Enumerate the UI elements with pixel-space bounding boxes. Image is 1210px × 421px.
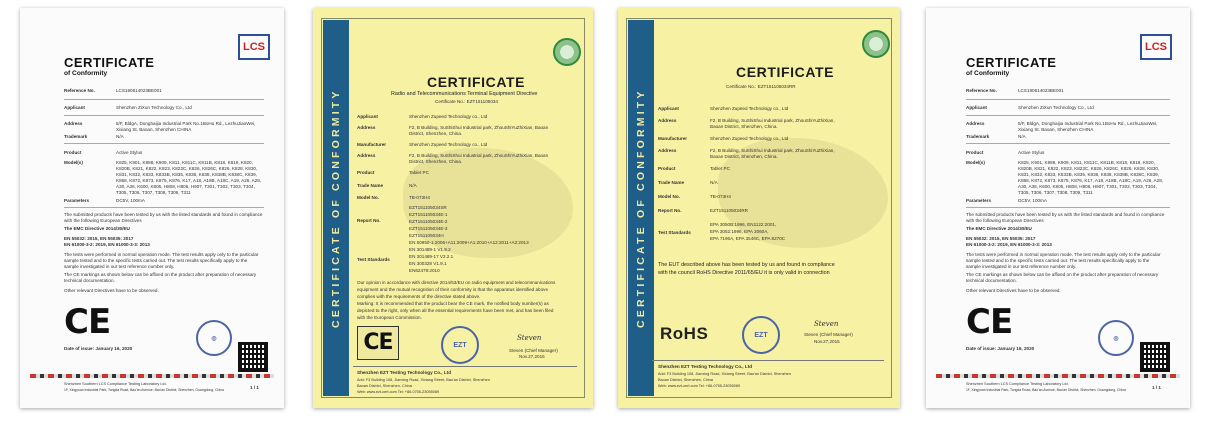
note-line-3: sample investigated in our test reference number only. [966,264,1077,269]
rohs-mark: RoHS [660,324,709,343]
certificate-lcs-2 [926,8,1190,408]
product-value: Active Stylus [1018,150,1045,155]
certificate-lcs-1 [20,8,284,408]
address-label: Address [658,118,677,123]
certificate-subtitle: of Conformity [966,70,1010,77]
address-value-1: F2, B Building, SuShiShui Industrial park, ZhouShiYuZhiXian, [710,118,835,123]
note-line-2: sample tested and to the specific tests carried out. The test results specifically apply to the [966,258,1150,263]
model-value-6: T305, T306, T307, T308, T309, T311 [1018,190,1093,195]
trademark-label: Trademark [64,134,88,139]
address-value-1: 5/F, BldgA, Donghaijia Industrial Park No.1BoHu Rd., LezhuJiaoWei, [116,121,256,126]
body-line-4: Marking: It is recommended that the product bear the CE mark, the notified body number(s) as [357,301,549,306]
qr-code-icon [1140,342,1170,372]
model-value-6: T305, T306, T307, T308, T309, T311 [116,190,191,195]
product-label: Product [64,150,82,155]
manufacturer-address-label: Address [357,153,376,158]
footer-line-3: Baoan District, Shenzhen, China [658,378,713,382]
page-number: 1 / 1 [1152,385,1161,390]
model-value-4: K868, K872, K873, K875, K876, K17, A18, A18B, A18C, A19, A26, A28, [116,178,262,183]
test-3: EPA 7196A, EPA 3546C, EPA 8270C [710,236,786,241]
applicant-value: Shenzhen Zupeed Technology co., Ltd [710,106,789,111]
address-label: Address [64,121,83,126]
certificate-subtitle: Radio and Telecommunications Terminal Equipment Directive [391,91,538,97]
applicant-label: Applicant [357,114,378,119]
test-1: EN 60950-1:2006+A11:2009+A1:2010+A12:2011+A2:2013 [409,240,529,245]
certificate-number: Certificate No.: EZT151105034RR [726,84,796,89]
model-value-1: K825, K901, K888, K909, K811, K811C, K811B, K818, K819, K820, [1018,160,1155,165]
test-5: EN62479:2010 [409,268,440,273]
emc-heading: The EMC Directive 2014/30/EU [966,226,1032,231]
signer-title: Steven (Chief Manager) [804,332,853,337]
ce-mark: CE [357,326,399,360]
lcs-logo-icon: LCS [1140,34,1172,60]
certificate-title: CERTIFICATE [736,64,835,80]
model-value: TB-073H4 [710,194,731,199]
note-line-2: sample tested and to the specific tests carried out. The test results specifically apply to the [64,258,248,263]
manufacturer-label: Manufacturer [658,136,688,141]
report-5: EZT151105034H [409,233,444,238]
address-value-2: Xixiang St. Baoan, Shenzhen CHINA [1018,127,1094,132]
body-line-2: equipment and the mutual recognition of their conformity is that the apparatus identified above [357,287,549,292]
ce-note-line-2: technical documentation. [966,278,1017,283]
footer-line-1: Shenzhen EZT Testing Technology Co., Ltd [658,364,752,369]
report-label: Report No. [658,208,682,213]
model-label: Model No. [357,195,379,200]
body-line-2: with the following European Directives [64,218,142,223]
body-line-1: Our opinion in accordance with directive 2014/53/EU on radio equipment and telecommunications [357,280,556,285]
ce-mark: CE [966,302,1013,342]
address-label: Address [966,121,985,126]
footer-line-4: Web: www.ezt-cert.com Tel: +86-0755-23055089 [357,390,440,394]
product-label: Product [357,170,375,175]
test-1: EPA 3050B:1996, EN1122:2001, [710,222,777,227]
model-value-2: K820B, K821, K822, K823, K823C, K826, K826C, K826, K828, K830, [1018,166,1160,171]
certificate-ezt-rohs [618,8,900,408]
globe-logo-icon [862,30,890,58]
trademark-value: N/A [1018,134,1026,139]
test-2: EPA 3052:1996, EPA 3060A, [710,229,769,234]
certificate-number: Certificate No.: EZT151105034 [435,99,498,104]
trade-value: N/A [409,183,417,188]
product-label: Product [658,166,676,171]
report-value: EZT151105034RR [710,208,748,213]
ezt-seal: EZT [441,326,479,364]
model-value-5: A30, A36, K600, K805, H808, H806, H907, T301, T302, T303, T304, [116,184,255,189]
ezt-seal: EZT [742,316,780,354]
address-value-1: 5/F, BldgA, Donghaijia Industrial Park No.1BoHu Rd., LezhuJiaoWei, [1018,121,1158,126]
ref-value: LCS190614023BE001 [116,88,162,93]
product-value: Tablet PC [710,166,730,171]
body-line-1: The submitted products have been tested by us with the listed standards and found in compliance [966,212,1165,217]
ref-label: Reference No. [966,88,997,93]
address-value-2: District, Shenzhen, China. [409,131,463,136]
note-line-3: sample investigated in our test reference number only. [64,264,175,269]
manufacturer-value: Shenzhen Zupeed Technology co., Ltd [409,142,488,147]
ce-mark: CE [64,302,111,342]
model-label: Model(s) [64,160,83,165]
standard-2: EN 61000-3-2: 2019, EN 61000-3-3: 2013 [966,242,1052,247]
manufacturer-address-2: Baoan District, Shenzhen, China. [710,154,778,159]
applicant-label: Applicant [658,106,679,111]
ce-note-line-1: The CE markings as shown below can be affixed on the product after preparation of necessary [64,272,257,277]
certificate-title: CERTIFICATE [64,55,155,70]
test-4: EN 300328 V1.9.1 [409,261,447,266]
ce-note-line-1: The CE markings as shown below can be affixed on the product after preparation of necessary [966,272,1159,277]
footer-stripe [30,374,274,378]
model-label: Model(s) [966,160,985,165]
address-value-1: F2, B Building, SuShiShui Industrial park, ZhouShiYuZhiXian, Baoan [409,125,549,130]
report-2: EZT151105034E-1 [409,212,448,217]
address-value-2: Baoan District, Shenzhen, China. [710,124,778,129]
footer-line-1: Shenzhen EZT Testing Technology Co., Ltd [357,370,451,375]
test-2: EN 301489-1 V1.9.2 [409,247,451,252]
footer-line-2: Add: F3 Building 108, Jianxing Road, Xixiang Street, Bao'an District, Shenzhen [658,372,791,376]
report-label: Report No. [357,218,381,223]
stamp-seal-icon: ◎ [196,320,232,356]
report-4: EZT151105034E-3 [409,226,448,231]
manufacturer-address-1: F2, B Building, SuShiShui Industrial park, ZhouShiYuZhiXian, Baoan [409,153,549,158]
applicant-label: Applicant [966,105,987,110]
applicant-value: Shenzhen ZiXun Technology Co., Ltd [1018,105,1094,110]
footer-line-2: Add: F3 Building 108, Jianxing Road, Xixiang Street, Bao'an District, Shenzhen [357,378,490,382]
applicant-value: Shenzhen Zupeed Technology co., Ltd [409,114,488,119]
emc-heading: The EMC Directive 2014/30/EU [64,226,130,231]
sign-date: Nov.27,2015 [814,339,840,344]
model-value: TB-073H4 [409,195,430,200]
trademark-value: N/A [116,134,124,139]
certificate-title: CERTIFICATE [427,74,526,90]
model-value-1: K825, K901, K888, K909, K811, K811C, K811B, K818, K819, K820, [116,160,253,165]
report-3: EZT151105034E-2 [409,219,448,224]
certificate-ezt-rtte [313,8,593,408]
lcs-logo-icon: LCS [238,34,270,60]
manufacturer-value: Shenzhen Zupeed Technology co., Ltd [710,136,789,141]
body-line-1: The EUT described above has been tested by us and found in compliance [658,262,835,268]
certificate-title: CERTIFICATE [966,55,1057,70]
applicant-label: Applicant [64,105,85,110]
other-directives: Other relevant Directives have to be observed. [966,288,1061,293]
stamp-seal-icon: ◎ [1098,320,1134,356]
ref-label: Reference No. [64,88,95,93]
side-band-text: CERTIFICATE OF CONFORMITY [635,88,647,328]
body-line-1: The submitted products have been tested by us with the listed standards and found in compliance [64,212,263,217]
manufacturer-address-label: Address [658,148,677,153]
body-line-6: with the European Commission. [357,315,422,320]
footer-line-1: Shenzhen Southern LCS Compliance Testing Laboratory Ltd. [966,382,1069,386]
body-line-3: complies with the requirements of the directive stated above. [357,294,481,299]
sign-date: Nov.27,2015 [519,354,545,359]
product-value: Tablet PC [409,170,429,175]
globe-logo-icon [553,38,581,66]
note-line-1: The tests were performed in normal operation mode. The test results apply only to the particular [966,252,1161,257]
signature: Steven [814,320,839,328]
manufacturer-label: Manufacturer [357,142,387,147]
footer-line-4: Web: www.ezt-cert.com Tel: +86-0755-23055089 [658,384,741,388]
param-value: DC5V, 100mA [1018,198,1047,203]
product-value: Active Stylus [116,150,143,155]
footer-line-3: Baoan District, Shenzhen, China [357,384,412,388]
model-value-2: K820B, K821, K822, K823, K823C, K826, K826C, K826, K828, K830, [116,166,258,171]
ref-value: LCS190614023BE001 [1018,88,1064,93]
note-line-1: The tests were performed in normal operation mode. The test results apply only to the particular [64,252,259,257]
param-label: Parameters [64,198,90,203]
manufacturer-address-1: F2, B Building, SuShiShui Industrial park, ZhouShiYuZhiXian, [710,148,835,153]
param-label: Parameters [966,198,992,203]
body-line-2: with the council RoHS Directive 2011/65/EU it is only valid in connection [658,270,830,276]
trademark-label: Trademark [966,134,990,139]
applicant-value: Shenzhen ZiXun Technology Co., Ltd [116,105,192,110]
report-1: EZT151105034SR [409,205,447,210]
certificate-subtitle: of Conformity [64,70,108,77]
page-number: 1 / 1 [250,385,259,390]
standard-2: EN 61000-3-2: 2019, EN 61000-3-3: 2013 [64,242,150,247]
trade-label: Trade Name [357,183,384,188]
trade-label: Trade Name [658,180,685,185]
param-value: DC5V, 100mA [116,198,145,203]
body-line-5: depicted to the right, only when all the essential requirements have been met, and has been filed [357,308,554,313]
qr-code-icon [238,342,268,372]
test-label: Test Standards [658,230,691,235]
footer-line-2: 1F, Xingyuan Industrial Park, Tongda Road, Bao'an Avenue, Bao'an District, Shenzhen, Guangdong, China [966,388,1126,392]
issue-date: Date of issue: January 16, 2020 [966,346,1035,351]
model-value-5: A30, A36, K600, K805, H808, H806, H907, T301, T302, T303, T304, [1018,184,1157,189]
side-band-text: CERTIFICATE OF CONFORMITY [330,88,342,328]
model-value-3: K831, K832, K833, K833B, K835, K836, K838, K838B, K838C, K839, [116,172,257,177]
trade-value: N/A [710,180,718,185]
footer-line-1: Shenzhen Southern LCS Compliance Testing Laboratory Ltd. [64,382,167,386]
model-label: Model No. [658,194,680,199]
manufacturer-address-2: District, Shenzhen, China. [409,159,463,164]
standard-1: EN 55032: 2015, EN 55035: 2017 [966,236,1036,241]
model-value-3: K831, K832, K833, K833B, K835, K836, K838, K838B, K838C, K839, [1018,172,1159,177]
body-line-2: with the following European Directives [966,218,1044,223]
signature: Steven [517,334,542,342]
other-directives: Other relevant Directives have to be observed. [64,288,159,293]
issue-date: Date of issue: January 16, 2020 [64,346,133,351]
footer-stripe [936,374,1180,378]
test-label: Test Standards [357,257,390,262]
address-value-2: Xixiang St. Baoan, Shenzhen CHINA [116,127,192,132]
test-3: EN 301489-17 V2.2.1 [409,254,454,259]
model-value-4: K868, K872, K873, K875, K876, K17, A18, A18B, A18C, A19, A26, A28, [1018,178,1164,183]
address-label: Address [357,125,376,130]
ce-note-line-2: technical documentation. [64,278,115,283]
product-label: Product [966,150,984,155]
signer-title: Steven (Chief Manager) [509,348,558,353]
standard-1: EN 55032: 2015, EN 55035: 2017 [64,236,134,241]
footer-line-2: 1F, Xingyuan Industrial Park, Tongda Road, Bao'an Avenue, Bao'an District, Shenzhen, Guangdong, China [64,388,224,392]
